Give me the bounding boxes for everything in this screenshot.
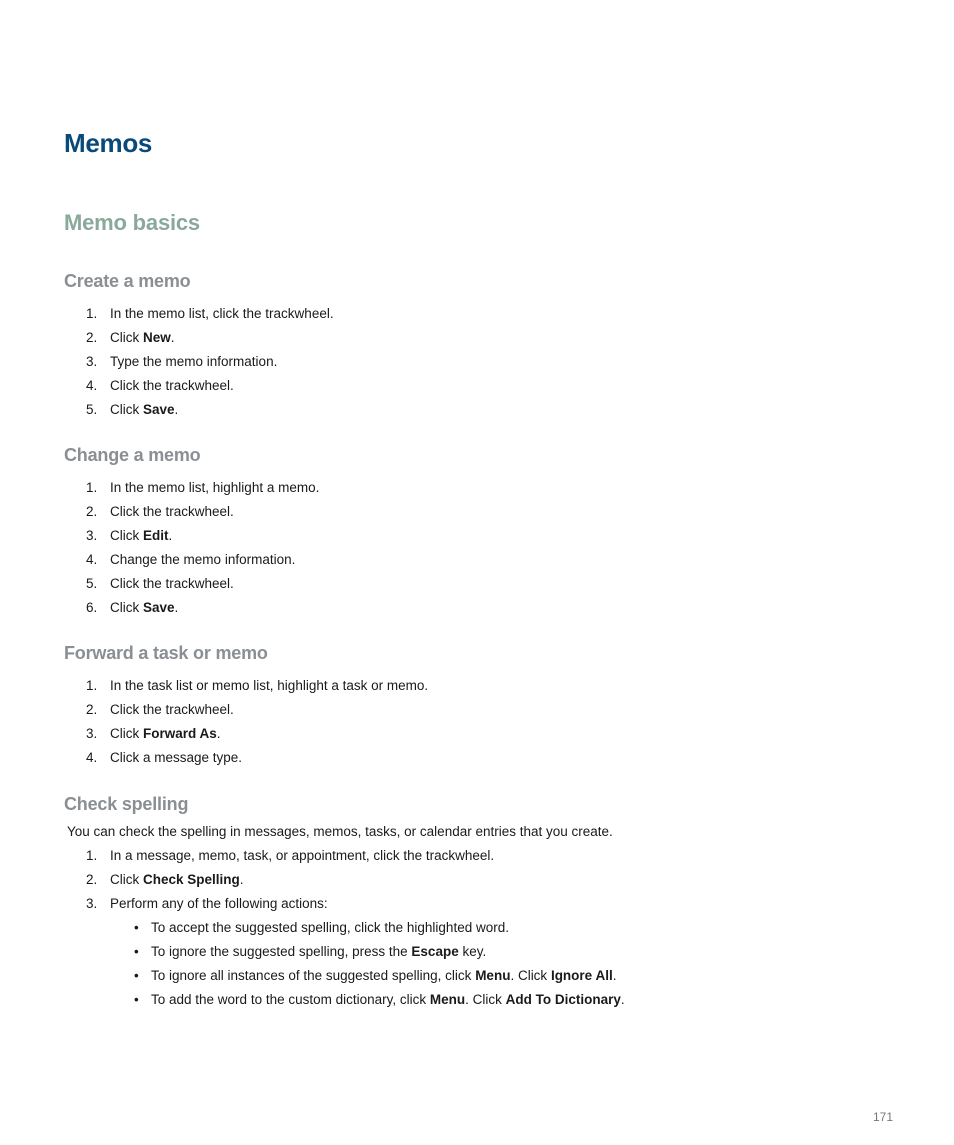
list-item [86, 302, 334, 326]
step-text: Click [110, 600, 143, 615]
bullet-icon: • [134, 944, 139, 959]
step-text: . [216, 726, 221, 741]
step-text: Click [110, 872, 143, 887]
step-number: 3. [86, 528, 98, 543]
step-number: 1. [86, 848, 98, 863]
step-text: Click the trackwheel. [110, 702, 234, 717]
step-text: Click [110, 528, 143, 543]
step-number: 2. [86, 330, 98, 345]
step-text: In a message, memo, task, or appointment, click the trackwheel. [110, 848, 495, 863]
step-ui-term: Save [143, 600, 175, 615]
page-number: 171 [873, 1110, 894, 1124]
step-number: 5. [86, 402, 98, 417]
create-memo-steps [86, 302, 334, 422]
step-text: . Click [510, 968, 551, 983]
step-text: To add the word to the custom dictionary, click [151, 992, 430, 1007]
step-ui-term: Menu [429, 992, 466, 1007]
step-number: 1. [86, 306, 98, 321]
list-item [86, 500, 319, 524]
bullet-icon: • [134, 968, 139, 983]
step-text: Click the trackwheel. [110, 504, 234, 519]
step-text: Click [110, 726, 143, 741]
step-number: 4. [86, 378, 98, 393]
step-number: 4. [86, 750, 98, 765]
list-item [86, 524, 319, 548]
check-spelling-heading: Check spelling [64, 794, 189, 814]
step-number: 3. [86, 896, 98, 911]
list-item [134, 916, 625, 940]
step-number: 4. [86, 552, 98, 567]
step-text: Click a message type. [110, 750, 243, 765]
step-text: . Click [465, 992, 506, 1007]
step-text: In the memo list, click the trackwheel. [110, 306, 334, 321]
create-memo-heading: Create a memo [64, 271, 191, 291]
list-item [86, 674, 428, 698]
step-text: . [174, 600, 179, 615]
step-text: key. [458, 944, 487, 959]
check-spelling-intro: You can check the spelling in messages, memos, tasks, or calendar entries that you create. [67, 824, 613, 839]
step-number: 1. [86, 480, 98, 495]
forward-heading: Forward a task or memo [64, 643, 268, 663]
step-text: . [174, 402, 179, 417]
step-ui-term: Escape [411, 944, 459, 959]
page-title: Memos [64, 128, 153, 158]
step-text: . [168, 528, 173, 543]
check-spelling-steps [86, 844, 494, 916]
step-ui-term: Menu [475, 968, 511, 983]
list-item [86, 892, 494, 916]
list-item [86, 868, 494, 892]
step-number: 3. [86, 354, 98, 369]
step-text: . [620, 992, 625, 1007]
step-text: Change the memo information. [110, 552, 296, 567]
step-ui-term: Ignore All [550, 968, 613, 983]
step-number: 3. [86, 726, 98, 741]
step-number: 2. [86, 702, 98, 717]
list-item [86, 350, 334, 374]
step-text: In the task list or memo list, highlight a task or memo. [110, 678, 429, 693]
list-item [86, 326, 334, 350]
bullet-icon: • [134, 992, 139, 1007]
step-ui-term: Edit [143, 528, 169, 543]
change-memo-heading: Change a memo [64, 445, 201, 465]
step-text: Click [110, 402, 143, 417]
list-item [86, 476, 319, 500]
list-item [134, 940, 625, 964]
step-text: Click [110, 330, 143, 345]
forward-steps [86, 674, 428, 770]
step-ui-term: Add To Dictionary [505, 992, 621, 1007]
bullet-icon: • [134, 920, 139, 935]
change-memo-steps [86, 476, 319, 620]
step-ui-term: Check Spelling [143, 872, 240, 887]
step-number: 5. [86, 576, 98, 591]
list-item [134, 988, 625, 1012]
step-number: 2. [86, 504, 98, 519]
step-text: In the memo list, highlight a memo. [110, 480, 320, 495]
step-text: Click the trackwheel. [110, 576, 234, 591]
list-item [86, 746, 428, 770]
step-ui-term: New [143, 330, 171, 345]
step-text: To ignore the suggested spelling, press the [151, 944, 412, 959]
section-title: Memo basics [64, 210, 200, 235]
step-text: Type the memo information. [110, 354, 278, 369]
step-number: 1. [86, 678, 98, 693]
step-text: Click the trackwheel. [110, 378, 234, 393]
step-number: 2. [86, 872, 98, 887]
list-item [86, 398, 334, 422]
list-item [86, 844, 494, 868]
step-number: 6. [86, 600, 98, 615]
step-text: To ignore all instances of the suggested spelling, click [151, 968, 476, 983]
list-item [86, 374, 334, 398]
list-item [86, 722, 428, 746]
check-spelling-actions [134, 916, 625, 1012]
step-text: To accept the suggested spelling, click the highlighted word. [151, 920, 509, 935]
list-item [86, 548, 319, 572]
list-item [134, 964, 625, 988]
step-text: Perform any of the following actions: [110, 896, 328, 911]
step-text: . [239, 872, 244, 887]
list-item [86, 596, 319, 620]
list-item [86, 698, 428, 722]
step-ui-term: Forward As [143, 726, 217, 741]
step-text: . [170, 330, 175, 345]
list-item [86, 572, 319, 596]
step-ui-term: Save [143, 402, 175, 417]
step-text: . [612, 968, 617, 983]
